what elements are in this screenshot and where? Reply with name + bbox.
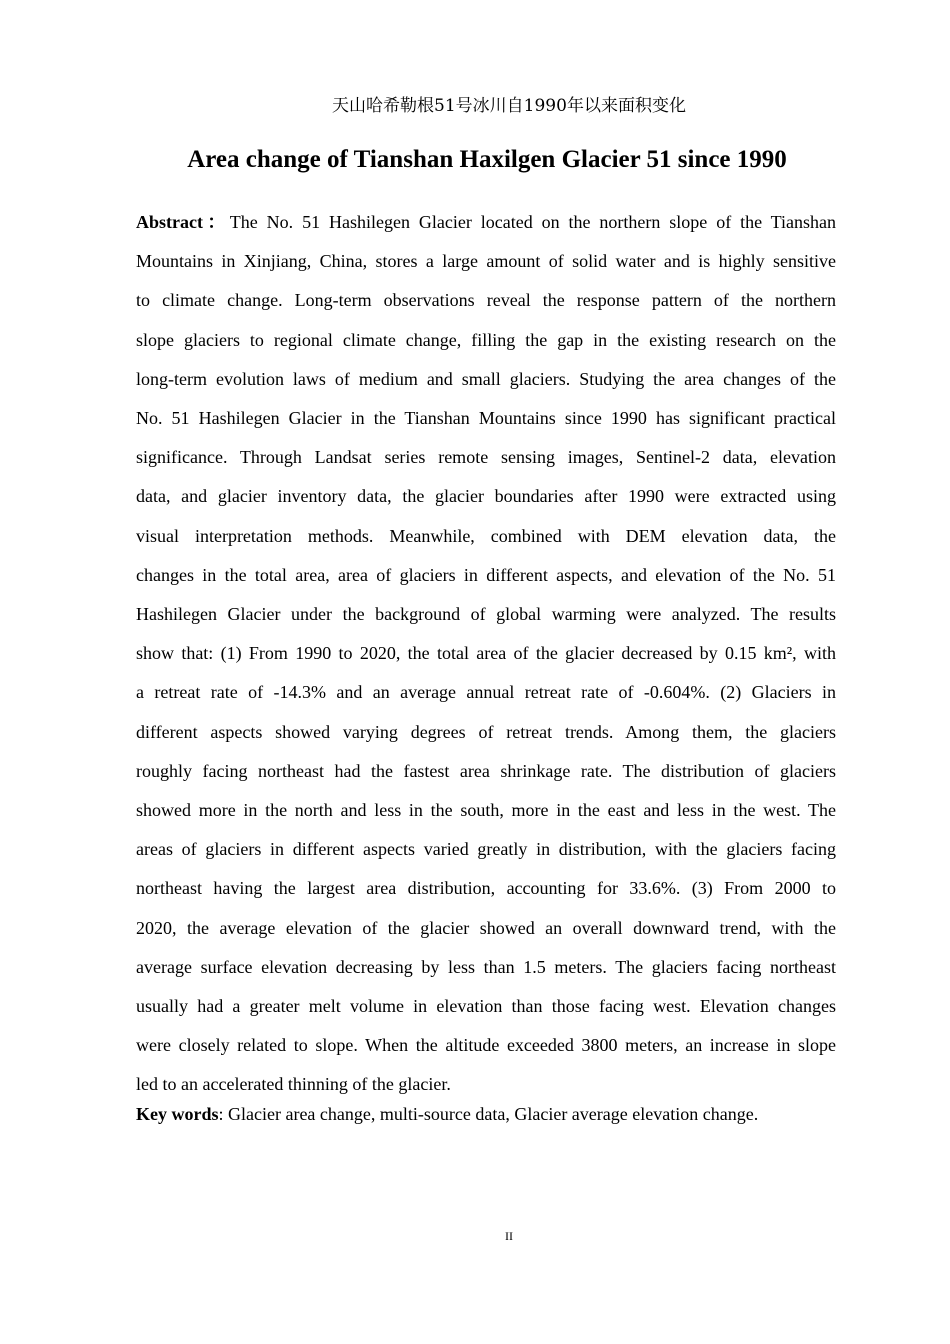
abstract-label: Abstract： (136, 212, 230, 232)
abstract-line: a retreat rate of -14.3% and an average annual retreat rate of -0.604%. (2) Glaciers in (136, 682, 836, 703)
keywords-label: Key words (136, 1104, 219, 1124)
abstract-line: significance. Through Landsat series remote sensing images, Sentinel-2 data, elevation (136, 447, 836, 468)
abstract-line: data, and glacier inventory data, the glacier boundaries after 1990 were extracted using (136, 486, 836, 507)
abstract-line: average surface elevation decreasing by less than 1.5 meters. The glaciers facing northeast (136, 956, 836, 977)
chinese-title: 天山哈希勒根51号冰川自1990年以来面积变化 (332, 96, 686, 116)
abstract-line: to climate change. Long-term observations reveal the response pattern of the northern (136, 290, 836, 311)
abstract-line: roughly facing northeast had the fastest area shrinkage rate. The distribution of glaciers (136, 760, 836, 781)
abstract-line: long-term evolution laws of medium and small glaciers. Studying the area changes of the (136, 368, 836, 389)
abstract-line: changes in the total area, area of glaciers in different aspects, and elevation of the No. 51 (136, 564, 836, 585)
abstract-line: showed more in the north and less in the south, more in the east and less in the west. The (136, 800, 836, 821)
keywords (136, 1104, 836, 1125)
abstract-line: visual interpretation methods. Meanwhile, combined with DEM elevation data, the (136, 525, 836, 546)
abstract (136, 203, 836, 1105)
abstract-line: Mountains in Xinjiang, China, stores a large amount of solid water and is highly sensitive (136, 251, 836, 272)
abstract-line: were closely related to slope. When the altitude exceeded 3800 meters, an increase in slope (136, 1035, 836, 1056)
page-number: II (505, 1229, 513, 1243)
abstract-line: different aspects showed varying degrees of retreat trends. Among them, the glaciers (136, 721, 836, 742)
page-title: Area change of Tianshan Haxilgen Glacier 51 since 1990 (187, 146, 787, 173)
abstract-line: northeast having the largest area distribution, accounting for 33.6%. (3) From 2000 to (136, 878, 836, 899)
abstract-line: 2020, the average elevation of the glacier showed an overall downward trend, with the (136, 917, 836, 938)
abstract-line: No. 51 Hashilegen Glacier in the Tianshan Mountains since 1990 has significant practical (136, 408, 836, 429)
abstract-line: areas of glaciers in different aspects varied greatly in distribution, with the glaciers facing (136, 839, 836, 860)
abstract-line: led to an accelerated thinning of the glacier. (136, 1074, 451, 1095)
abstract-line-text: The No. 51 Hashilegen Glacier located on the northern slope of the Tianshan (229, 212, 837, 232)
abstract-line: usually had a greater melt volume in elevation than those facing west. Elevation changes (136, 996, 836, 1017)
keywords-text: : Glacier area change, multi-source data, Glacier average elevation change. (218, 1104, 759, 1124)
abstract-line: show that: (1) From 1990 to 2020, the total area of the glacier decreased by 0.15 km², with (136, 643, 836, 664)
abstract-line: Hashilegen Glacier under the background of global warming were analyzed. The results (136, 604, 836, 625)
abstract-line (136, 203, 836, 242)
abstract-line: slope glaciers to regional climate change, filling the gap in the existing research on the (136, 329, 836, 350)
